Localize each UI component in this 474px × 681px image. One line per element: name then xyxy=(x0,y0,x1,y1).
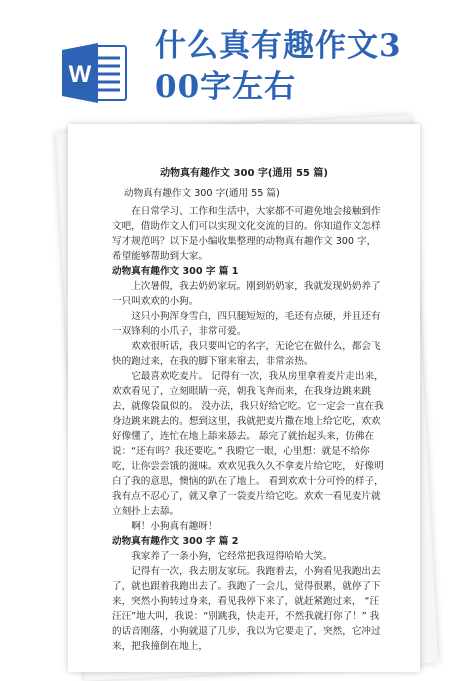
page-title-line-2: 00字左右 xyxy=(155,69,297,105)
paragraph: 它最喜欢吃麦片。 记得有一次，我从房里拿着麦片走出来，欢欢看见了，立刻眼睛一亮，朝我飞奔而来，在我身边跳来跳去，就像袋鼠似的。 没办法，我只好给它吃。它一定会一直在我身边跳来跳去的。想到这里，我就把麦片撒在地上给它吃，欢欢好像懂了，连忙在地上舔来舔去。 舔完了就抬起头来，仿佛在说：“还有吗？我还要吃。” 我瞪它一眼，心里想：就是不给你吃，让你尝尝饿的滋味。欢欢见我久久不拿麦片给它吃， 好像明白了我的意思，懊恼的趴在了地上。 看到欢欢十分可怜的样子，我有点不忍心了，就又拿了一袋麦片给它吃。欢欢一看见麦片就立刻扑上去舔。 xyxy=(112,371,384,517)
page-title-line-1: 什么真有趣作文3 xyxy=(155,28,402,64)
document-title: 动物真有趣作文 300 字(通用 55 篇) xyxy=(160,168,328,179)
paragraph: 欢欢很听话，我只要叫它的名字，无论它在做什么，都会飞快的跑过来，在我的脚下窜来窜去，非常亲热。 xyxy=(112,341,381,367)
paragraph: 记得有一次，我去朋友家玩。我跑着去，小狗看见我跑出去了，就也跟着我跑出去了。我跑了一会儿，觉得很累，就停了下来，突然小狗转过身来，看见我停下来了，就赶紧跑过来， “汪汪汪”地大叫，我说：“别跳我，快走开，不然我就打你了！” 我的话音刚落，小狗就退了几步，我以为它要走了，突然，它冲过来，把我撞倒在地上， xyxy=(112,566,381,652)
word-icon xyxy=(60,38,130,108)
intro-paragraph: 在日常学习、工作和生活中，大家都不可避免地会接触到作文吧，借助作文人们可以实现文化交流的目的。你知道作文怎样写才规范吗？以下是小编收集整理的动物真有趣作文 300 字，希望能够帮助到大家。 xyxy=(112,206,381,262)
page-title xyxy=(155,26,465,108)
document-body xyxy=(112,186,384,654)
paragraph: 这只小狗浑身雪白，四只腿短短的，毛还有点硬，并且还有一双锋利的小爪子，非常可爱。 xyxy=(112,311,381,337)
section-heading-1: 动物真有趣作文 300 字 篇 1 xyxy=(112,266,239,277)
paragraph: 啊！小狗真有趣呀！ xyxy=(131,521,218,532)
document-page xyxy=(68,124,420,672)
paragraph: 我家养了一条小狗，它经常把我逗得哈哈大笑。 xyxy=(131,551,333,562)
document-subtitle: 动物真有趣作文 300 字(通用 55 篇) xyxy=(124,188,280,199)
svg-text:W: W xyxy=(68,61,92,88)
paragraph: 上次暑假，我去奶奶家玩。刚到奶奶家，我就发现奶奶养了一只叫欢欢的小狗。 xyxy=(112,281,381,307)
section-heading-2: 动物真有趣作文 300 字 篇 2 xyxy=(112,536,239,547)
